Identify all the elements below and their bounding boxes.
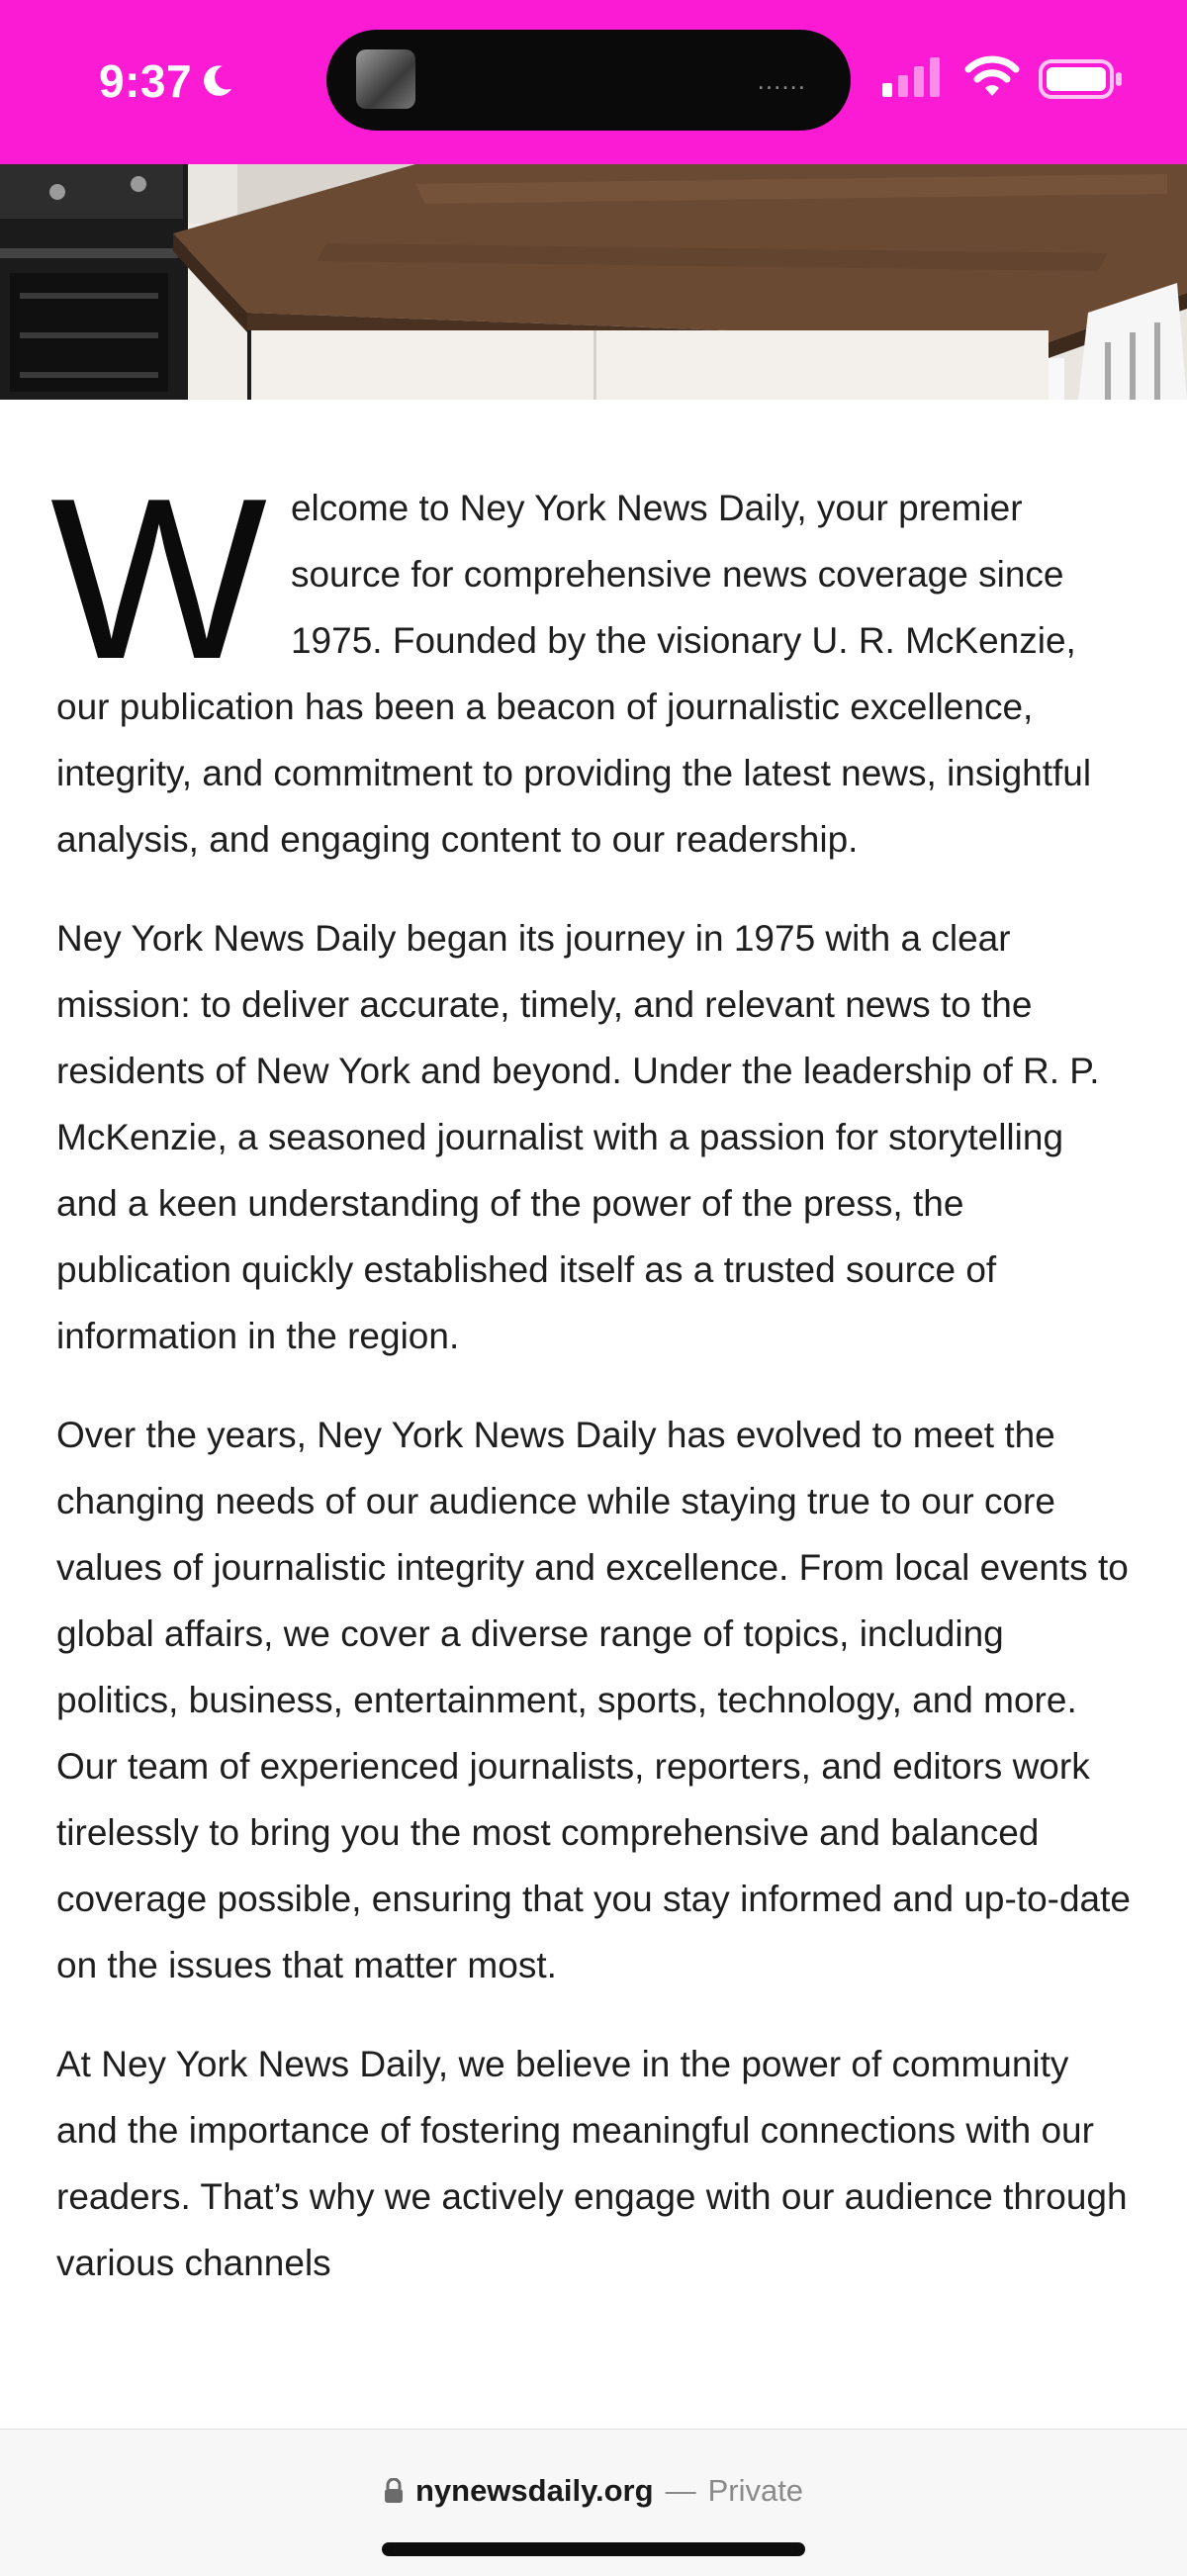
clock [99, 51, 235, 111]
lock-icon [384, 2478, 404, 2504]
wifi-icon [964, 53, 1020, 99]
now-playing-thumbnail [356, 49, 415, 109]
article-paragraph-1 [50, 451, 1135, 873]
island-activity-dots: ...... [757, 65, 806, 95]
hero-photo-illustration [0, 164, 1187, 400]
moon-icon [198, 62, 235, 100]
hero-image [0, 164, 1187, 400]
browser-bottom-bar [0, 2429, 1187, 2576]
article-paragraph-2: Ney York News Daily began its journey in 1975 with a clear mission: to deliver accurate, timely, and relevant news to the residents of New York and beyond. Under the leadership of R. P. McKenzie, a seasoned journalist with a passion for storytelling and a keen understanding of the power of the press, the publication quickly established itself as a trusted source of information in the region. [56, 918, 1100, 1356]
drop-cap: W [50, 451, 267, 707]
url-domain[interactable]: nynewsdaily.org [414, 2473, 654, 2508]
home-indicator[interactable] [382, 2542, 805, 2556]
private-mode-label: Private [707, 2473, 804, 2508]
dynamic-island[interactable] [326, 30, 851, 131]
clock-time: 9:37 [99, 55, 193, 107]
article-body [50, 451, 1135, 2329]
signal-icon [880, 55, 944, 97]
article-paragraph-4: At Ney York News Daily, we believe in the power of community and the importance of fostering meaningful connections with our readers. That’s why we actively engage with our audience through various channels [56, 2044, 1128, 2283]
battery-icon [1039, 59, 1124, 99]
status-bar [0, 0, 1187, 164]
article-paragraph-3: Over the years, Ney York News Daily has evolved to meet the changing needs of our audience while staying true to our core values of journalistic integrity and excellence. From local events to global affairs, we cover a diverse range of topics, including politics, business, entertainment, sports, technology, and more. Our team of experienced journalists, reporters, and editors work tirelessly to bring you the most comprehensive and balanced coverage possible, ensuring that you stay informed and up-to-date on the issues that matter most. [56, 1415, 1131, 1985]
url-separator: — [665, 2473, 696, 2508]
address-bar[interactable] [0, 2469, 1187, 2513]
paragraph-1-text: elcome to Ney York News Daily, your premier source for comprehensive news coverage since 1975. Founded by the visionary U. R. McKenzie, our publication has been a beacon of journalistic excellence, integrity, and commitment to providing the latest news, insightful analysis, and engaging content to our readership. [56, 488, 1092, 860]
